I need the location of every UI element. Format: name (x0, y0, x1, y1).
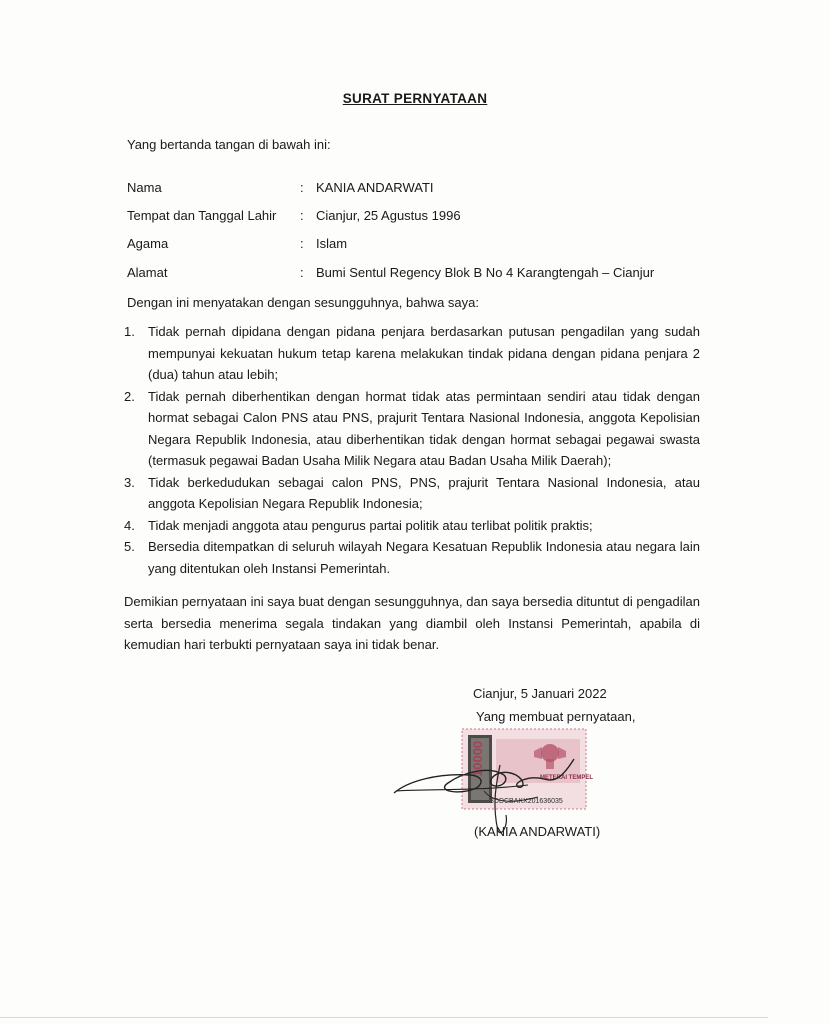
list-item-number: 5. (124, 539, 135, 554)
list-item-number: 2. (124, 388, 135, 404)
statement-intro: Dengan ini menyatakan dengan sesungguhnya, bahwa saya: (127, 295, 479, 310)
stamp-label: METERAI TEMPEL (540, 775, 594, 781)
list-item-text: Tidak pernah dipidana dengan pidana penjara berdasarkan putusan pengadilan yang sudah mempunyai kekuatan hukum tetap karena melakukan tindak pidana dengan pidana penjara 2 (dua) tahun atau lebih; (148, 324, 700, 382)
place-date: Cianjur, 5 Januari 2022 (473, 686, 607, 701)
list-item (124, 321, 700, 386)
address-colon: : (300, 265, 304, 280)
religion-label: Agama (127, 236, 169, 251)
address-value: Bumi Sentul Regency Blok B No 4 Karangtengah – Cianjur (316, 265, 655, 280)
birth-value: Cianjur, 25 Agustus 1996 (316, 208, 461, 223)
list-item-text: Tidak pernah diberhentikan dengan hormat tidak atas permintaan sendiri atau tidak dengan hormat sebagai Calon PNS atau PNS, prajurit Tentara Nasional Indonesia, anggota Kepolisian Negara Republik Indonesia, atau diberhentikan tidak dengan hormat sebagai pegawai swasta (termasuk pegawai Badan Usaha Milik Negara atau Badan Usaha Milik Daerah); (148, 388, 700, 468)
religion-value: Islam (316, 236, 348, 251)
name-label: Nama (127, 180, 162, 195)
document-title: SURAT PERNYATAAN (342, 91, 488, 106)
birth-colon: : (300, 208, 304, 223)
list-item-text: Tidak berkedudukan sebagai calon PNS, PNS, prajurit Tentara Nasional Indonesia, atau anggota Kepolisian Negara Republik Indonesia; (148, 474, 700, 511)
maker-label: Yang membuat pernyataan, (476, 709, 636, 724)
birth-label: Tempat dan Tanggal Lahir (127, 208, 277, 223)
list-item (124, 536, 700, 579)
signer-name: (KANIA ANDARWATI) (474, 824, 601, 839)
intro-text: Yang bertanda tangan di bawah ini: (127, 137, 331, 152)
stamp-amount: 10000 (470, 740, 485, 777)
list-item (124, 386, 700, 472)
list-item-text: Bersedia ditempatkan di seluruh wilayah Negara Kesatuan Republik Indonesia atau negara lain yang ditentukan oleh Instansi Pemerintah. (148, 539, 700, 576)
address-label: Alamat (127, 265, 168, 280)
list-item-number: 1. (124, 324, 135, 339)
list-item-text: Tidak menjadi anggota atau pengurus partai politik atau terlibat politik praktis; (148, 517, 593, 533)
name-colon: : (300, 180, 304, 195)
list-item (124, 472, 700, 515)
page-edge-divider (0, 1017, 768, 1018)
list-item-number: 4. (124, 517, 135, 533)
list-item-number: 3. (124, 474, 135, 490)
closing-paragraph: Demikian pernyataan ini saya buat dengan sesungguhnya, dan saya bersedia dituntut di pengadilan serta bersedia menerima segala tindakan yang diambil oleh Instansi Pemerintah, apabila di kemudian hari terbukti pernyataan saya ini tidak benar. (124, 594, 700, 652)
name-value: KANIA ANDARWATI (316, 180, 434, 195)
statement-list (124, 321, 700, 579)
list-item (124, 515, 700, 537)
stamp-serial: 3DDCBAKX201636035 (490, 798, 563, 805)
religion-colon: : (300, 236, 304, 251)
